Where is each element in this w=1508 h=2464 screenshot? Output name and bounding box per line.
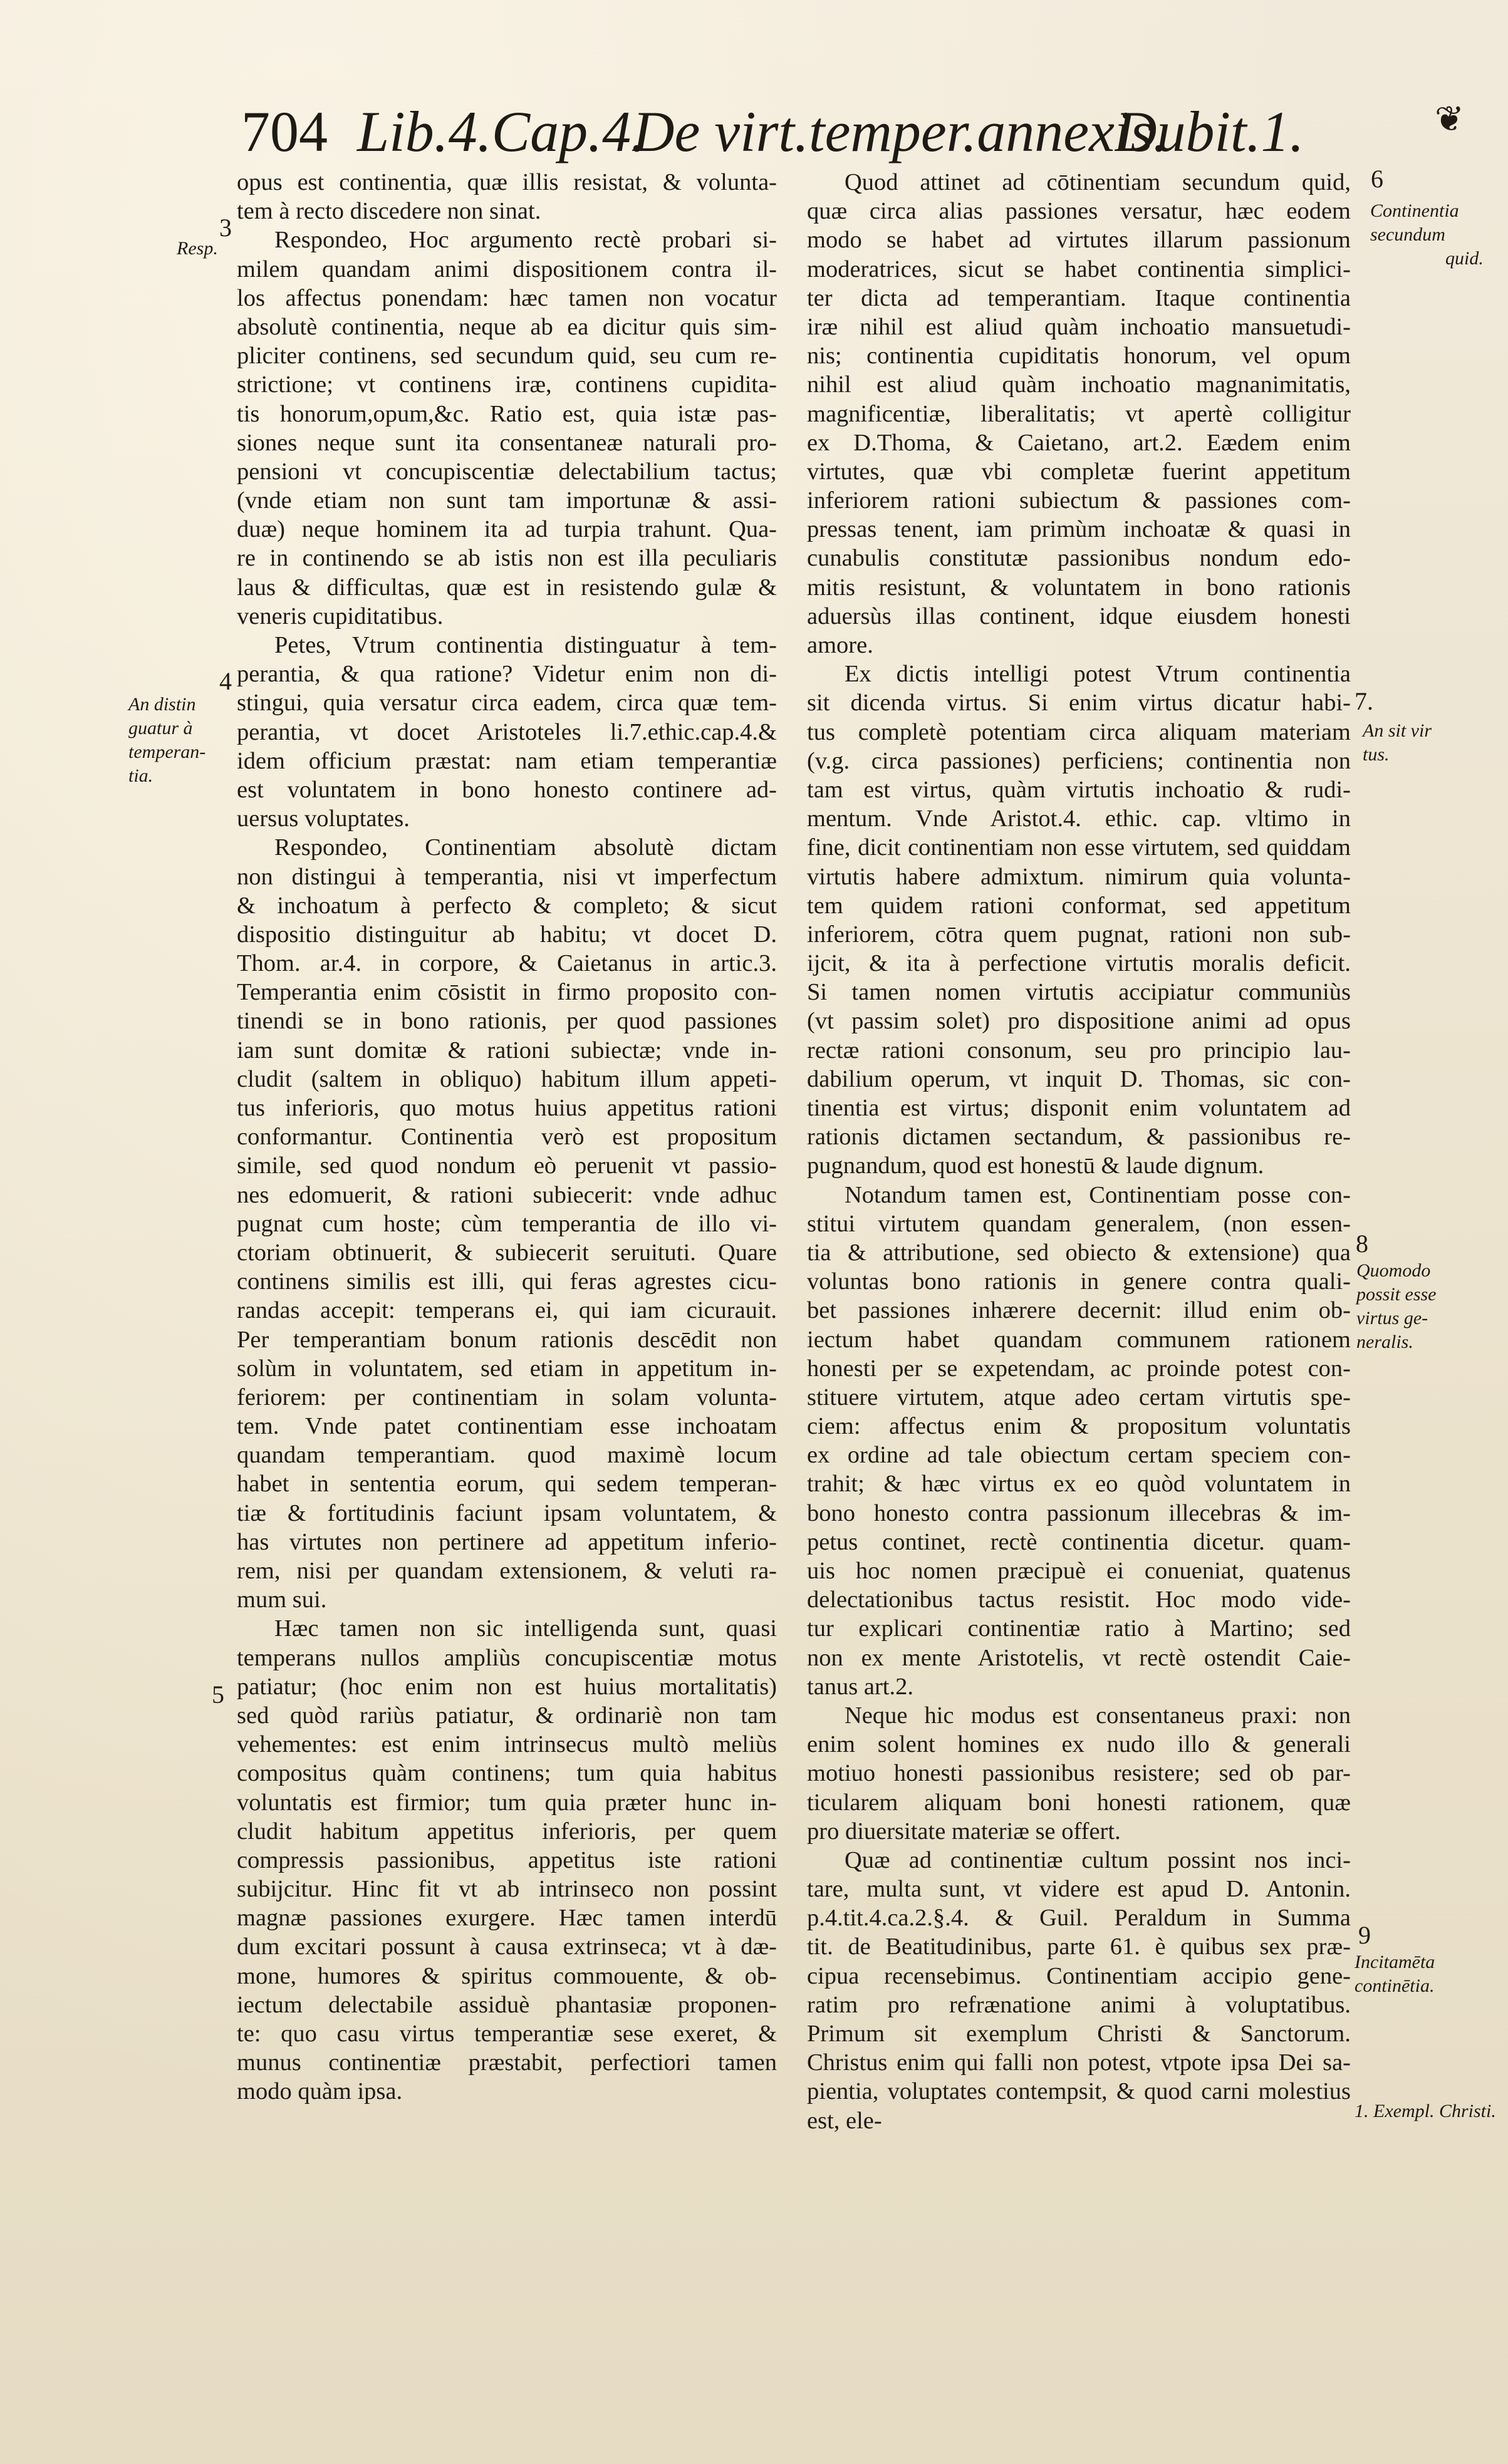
text-line: compressis passionibus, appetitus iste rationi [237, 1846, 777, 1873]
text-line: Temperantia enim cōsistit in firmo proposito con- [237, 979, 777, 1006]
margin-note-exemplum: 1. Exempl. Christi. [1355, 2101, 1496, 2121]
text-line: voluntatis est firmior; tum quia præter hunc in- [237, 1789, 777, 1816]
text-line: motiuo honesti passionibus resistere; sed ob par- [807, 1760, 1351, 1787]
text-line: nihil est aliud quàm inchoatio magnanimitatis, [807, 371, 1351, 398]
text-line: munus continentiæ præstabit, perfectiori tamen [237, 2049, 777, 2076]
running-dubit: Dubit.1. [1115, 100, 1304, 163]
text-line: tit. de Beatitudinibus, parte 61. è quibus sex præ- [807, 1933, 1351, 1960]
text-line: Si tamen nomen virtutis accipiatur communiùs [807, 979, 1351, 1006]
text-line: strictione; vt continens iræ, continens cupidita- [237, 371, 777, 398]
text-line: cipua recensebimus. Continentiam accipio gene- [807, 1962, 1351, 1989]
text-line: Primum sit exemplum Christi & Sanctorum. [807, 2021, 1351, 2047]
text-line: p.4.tit.4.ca.2.§.4. & Guil. Peraldum in Summa [807, 1905, 1351, 1932]
text-line: bet passiones inhærere decernit: illud enim ob- [807, 1297, 1351, 1324]
text-line: Ex dictis intelligi potest Vtrum continentia [845, 661, 1351, 688]
text-line: tanus art.2. [807, 1673, 913, 1700]
text-line: quandam temperantiam. quod maximè locum [237, 1442, 777, 1469]
text-line: tinendi se in bono rationis, per quod passiones [237, 1008, 777, 1035]
text-line: tare, multa sunt, vt videre est apud D. Antonin. [807, 1876, 1351, 1903]
text-line: tinentia est virtus; disponit enim voluntatem ad [807, 1095, 1351, 1121]
margin-note-quomodo: Quomodo possit esse virtus ge- neralis. [1356, 1260, 1437, 1352]
text-line: amore. [807, 632, 873, 658]
text-line: pensioni vt concupiscentiæ delectabilium tactus; [237, 458, 777, 485]
text-line: ex D.Thoma, & Caietano, art.2. Eædem enim [807, 429, 1351, 456]
text-line: tem quidem rationi conformat, sed appetitum [807, 892, 1351, 919]
text-line: ex ordine ad tale obiectum certam speciem con- [807, 1442, 1351, 1469]
text-line: Neque hic modus est consentaneus praxi: non [845, 1702, 1351, 1729]
text-line: Quæ ad continentiæ cultum possint nos inci- [845, 1846, 1351, 1873]
text-line: modo se habet ad virtutes illarum passionum [807, 227, 1351, 254]
text-line: Christus enim qui falli non potest, vtpote ipsa Dei sa- [807, 2049, 1351, 2076]
text-line: cludit habitum appetitus inferioris, per quem [237, 1818, 777, 1845]
paragraph-number-5: 5 [212, 1680, 224, 1709]
margin-note-an-distinguatur: An distin guatur à temperan- tia. [128, 694, 206, 786]
text-line: ratim pro refrænatione animi à voluptatibus. [807, 1991, 1351, 2018]
running-book-chapter: Lib.4.Cap.4. [357, 100, 646, 163]
text-line: tiæ & fortitudinis faciunt ipsam voluntatem, & [237, 1499, 777, 1526]
text-line: siones neque sunt ita consentaneæ naturali pro- [237, 429, 777, 456]
text-line: enim solent homines ex nudo illo & generali [807, 1731, 1351, 1758]
text-line: stituere virtutem, atque adeo certam virtutis spe- [807, 1384, 1351, 1411]
margin-note-resp: Resp. [177, 238, 218, 259]
text-line: pliciter continens, sed secundum quid, seu cum re- [237, 343, 777, 370]
paragraph-number-4: 4 [219, 667, 232, 695]
text-line: tam est virtus, quàm virtutis inchoatio & rudi- [807, 776, 1351, 803]
text-line: delectationibus tactus resistit. Hoc modo vide- [807, 1587, 1351, 1613]
text-line: temperans nullos ampliùs concupiscentiæ motus [237, 1644, 777, 1671]
text-line: quæ circa alias passiones versatur, hæc eodem [807, 198, 1351, 225]
text-line: ter dicta ad temperantiam. Itaque continentia [807, 284, 1351, 311]
text-line: ciem: affectus enim & propositum voluntatis [807, 1413, 1351, 1440]
text-line: pugnandum, quod est honestū & laude dignum. [807, 1152, 1264, 1179]
text-line: idem officium præstat: nam etiam temperantiæ [237, 747, 777, 774]
running-title: De virt.temper.annexis. [633, 100, 1168, 163]
text-line: stingui, quia versatur circa eadem, circa quæ tem- [237, 690, 777, 717]
text-line: Thom. ar.4. in corpore, & Caietanus in artic.3. [237, 950, 777, 977]
text-line: ctoriam obtinuerit, & subiecerit seruituti. Quare [237, 1239, 777, 1266]
text-line: tem à recto discedere non sinat. [237, 198, 541, 225]
text-line: est, ele- [807, 2107, 882, 2134]
text-line: absolutè continentia, neque ab ea dicitur quis sim- [237, 313, 777, 340]
text-line: mum sui. [237, 1587, 327, 1613]
text-line: subijcitur. Hinc fit vt ab intrinseco non possint [237, 1876, 777, 1903]
text-line: patiatur; (hoc enim non est huius mortalitatis) [237, 1673, 777, 1700]
text-line: simile, sed quod nondum eò peruenit vt passio- [237, 1152, 777, 1179]
text-line: uis hoc nomen præcipuè ei conueniat, quatenus [807, 1558, 1351, 1584]
text-line: randas accepit: temperans ei, qui iam cicurauit. [237, 1297, 777, 1324]
text-line: bono honesto contra passionum illecebras & im- [807, 1499, 1351, 1526]
text-line: sed quòd rariùs patiatur, & ordinariè non tam [237, 1702, 777, 1729]
text-line: virtutes, quæ vbi completæ fuerint appetitum [807, 458, 1351, 485]
paragraph-number-8: 8 [1356, 1229, 1368, 1258]
text-line: rationis dictamen sectandum, & passionibus re- [807, 1124, 1351, 1151]
text-line: & inchoatum à perfecto & completo; & sicut [237, 892, 777, 919]
text-line: perantia, vt docet Aristoteles li.7.ethic.cap.4.& [237, 718, 777, 745]
text-line: magnificentiæ, liberalitatis; vt apertè colligitur [807, 400, 1351, 427]
text-line: habet in sententia eorum, qui sedem temperan- [237, 1471, 777, 1498]
text-line: opus est continentia, quæ illis resistat, & volunta- [237, 169, 777, 195]
text-line: trahit; & hæc virtus ex eo quòd voluntatem in [807, 1471, 1351, 1498]
text-line: ticularem aliquam boni honesti rationem, quæ [807, 1789, 1351, 1816]
text-line: nis; continentia cupiditatis honorum, vel opum [807, 343, 1351, 370]
text-line: te: quo casu virtus temperantiæ sese exeret, & [237, 2021, 777, 2047]
text-line: los affectus ponendam: hæc tamen non vocatur [237, 284, 777, 311]
text-line: virtutis habere admixtum. nimirum quia volunta- [807, 863, 1351, 890]
text-line: iræ nihil est aliud quàm inchoatio mansuetudi- [807, 313, 1351, 340]
text-line: tem. Vnde patet continentiam esse inchoatam [237, 1413, 777, 1440]
text-line: dum excitari possunt à causa extrinseca; vt à dæ- [237, 1933, 777, 1960]
text-line: Respondeo, Continentiam absolutè dictam [274, 834, 777, 861]
text-line: tis honorum,opum,&c. Ratio est, quia istæ pas- [237, 400, 777, 427]
text-line: tia & attributione, sed obiecto & extensione) qua [807, 1239, 1351, 1266]
page-number: 704 [241, 100, 328, 163]
text-line: milem quandam animi dispositionem contra il- [237, 256, 777, 282]
left-text-column [237, 168, 777, 2106]
text-line: perantia, & qua ratione? Videtur enim non di- [237, 661, 777, 688]
text-line: pro diuersitate materiæ se offert. [807, 1818, 1121, 1845]
text-line: cunabulis constitutæ passionibus nondum edo- [807, 545, 1351, 572]
text-line: rem, nisi per quandam extensionem, & veluti ra- [237, 1558, 777, 1584]
text-line: veneris cupiditatibus. [237, 603, 444, 629]
text-line: mitis resistunt, & voluntatem in bono rationis [807, 574, 1351, 601]
text-line: (vnde etiam non sunt tam importunæ & assi- [237, 487, 777, 514]
text-line: honesti per se expetendam, ac proinde potest con- [807, 1355, 1351, 1382]
text-line: mentum. Vnde Aristot.4. ethic. cap. vltimo in [807, 805, 1351, 832]
text-line: voluntas bono rationis in genere contra quali- [807, 1268, 1351, 1295]
text-line: Quod attinet ad cōtinentiam secundum quid, [845, 169, 1351, 195]
margin-note-continentia-secundum: Continentia secundum quid. [1370, 200, 1484, 269]
text-line: aduersùs illas continent, idque eiusdem honesti [807, 603, 1351, 629]
text-line: dispositio distinguitur ab habitu; vt docet D. [237, 921, 777, 948]
text-line: modo quàm ipsa. [237, 2078, 403, 2105]
text-line: dabilium operum, vt inquit D. Thomas, sic con- [807, 1065, 1351, 1092]
text-line: Notandum tamen est, Continentiam posse con- [845, 1181, 1351, 1208]
right-text-column [807, 168, 1351, 2135]
text-line: cludit (saltem in obliquo) habitum illum appeti- [237, 1065, 777, 1092]
text-line: uersus voluptates. [237, 805, 410, 832]
text-line: ijcit, & ita à perfectione virtutis moralis deficit. [807, 950, 1351, 977]
text-line: non ex mente Aristotelis, vt rectè ostendit Caie- [807, 1644, 1351, 1671]
text-line: tur explicari continentiæ ratio à Martino; sed [807, 1615, 1351, 1642]
text-line: pientia, voluptates contempsit, & quod carni molestius [807, 2078, 1351, 2105]
text-line: conformantur. Continentia verò est propositum [237, 1124, 777, 1151]
paragraph-number-3: 3 [219, 214, 232, 242]
text-line: sit dicenda virtus. Si enim virtus dicatur habi- [807, 690, 1351, 717]
text-line: (vt passim solet) pro dispositione animi ad opus [807, 1008, 1351, 1035]
text-line: laus & difficultas, quæ est in resistendo gulæ & [237, 574, 777, 601]
text-line: re in continendo se ab istis non est illa peculiaris [237, 545, 777, 572]
text-line: fine, dicit continentiam non esse virtutem, sed quiddam [807, 834, 1351, 861]
text-line: non distingui à temperantia, nisi vt imperfectum [237, 863, 777, 890]
paragraph-number-6: 6 [1371, 165, 1383, 193]
text-line: inferiorem, cōtra quem pugnat, rationi non sub- [807, 921, 1351, 948]
text-line: mone, humores & spiritus commouente, & ob- [237, 1962, 777, 1989]
text-line: compositus quàm continens; tum quia habitus [237, 1760, 777, 1787]
margin-note-incitamenta: Incitamēta continētia. [1355, 1952, 1435, 1996]
text-line: vehementes: est enim intrinsecus multò meliùs [237, 1731, 777, 1758]
text-line: petus continet, rectè continentia dicetur. quam- [807, 1528, 1351, 1555]
text-line: (v.g. circa passiones) perficiens; continentia non [807, 747, 1351, 774]
text-line: continens similis est illi, qui feras agrestes cicu- [237, 1268, 777, 1295]
text-line: Respondeo, Hoc argumento rectè probari si- [274, 227, 777, 254]
paragraph-number-9: 9 [1358, 1921, 1371, 1949]
text-line: tus completè potentiam circa aliquam materiam [807, 718, 1351, 745]
text-line: tus inferioris, quo motus huius appetitus rationi [237, 1095, 777, 1121]
text-line: est voluntatem in bono honesto continere ad- [237, 776, 777, 803]
text-line: nes edomuerit, & rationi subiecerit: vnde adhuc [237, 1181, 777, 1208]
text-line: pugnat cum hoste; cùm temperantia de illo vi- [237, 1210, 777, 1237]
text-line: moderatrices, sicut se habet continentia simplici- [807, 256, 1351, 282]
text-line: rectæ rationi consonum, seu pro principio lau- [807, 1037, 1351, 1064]
running-header [241, 94, 1432, 169]
text-line: magnæ passiones exurgere. Hæc tamen interdū [237, 1905, 777, 1932]
text-line: feriorem: per continentiam in solam volunta- [237, 1384, 777, 1411]
text-line: Per temperantiam bonum rationis descēdit non [237, 1326, 777, 1353]
text-line: has virtutes non pertinere ad appetitum inferio- [237, 1528, 777, 1555]
text-line: iectum habet quandam communem rationem [807, 1326, 1351, 1353]
text-line: stitui virtutem quandam generalem, (non essen- [807, 1210, 1351, 1237]
text-line: iectum delectabile assiduè phantasiæ proponen- [237, 1991, 777, 2018]
margin-note-an-sit-virtus: An sit vir tus. [1363, 720, 1432, 765]
ornament-mark: ❦ [1435, 99, 1464, 140]
text-line: solùm in voluntatem, sed etiam in appetitum in- [237, 1355, 777, 1382]
text-line: pressas tenent, iam primùm inchoatæ & quasi in [807, 516, 1351, 543]
text-line: inferiorem rationi subiectum & passiones com- [807, 487, 1351, 514]
paragraph-number-7: 7. [1355, 687, 1373, 715]
text-line: Petes, Vtrum continentia distinguatur à tem- [274, 632, 777, 658]
text-line: Hæc tamen non sic intelligenda sunt, quasi [274, 1615, 777, 1642]
text-line: duæ) neque hominem ita ad turpia trahunt. Qua- [237, 516, 777, 543]
text-line: iam sunt domitæ & rationi subiectæ; vnde in- [237, 1037, 777, 1064]
